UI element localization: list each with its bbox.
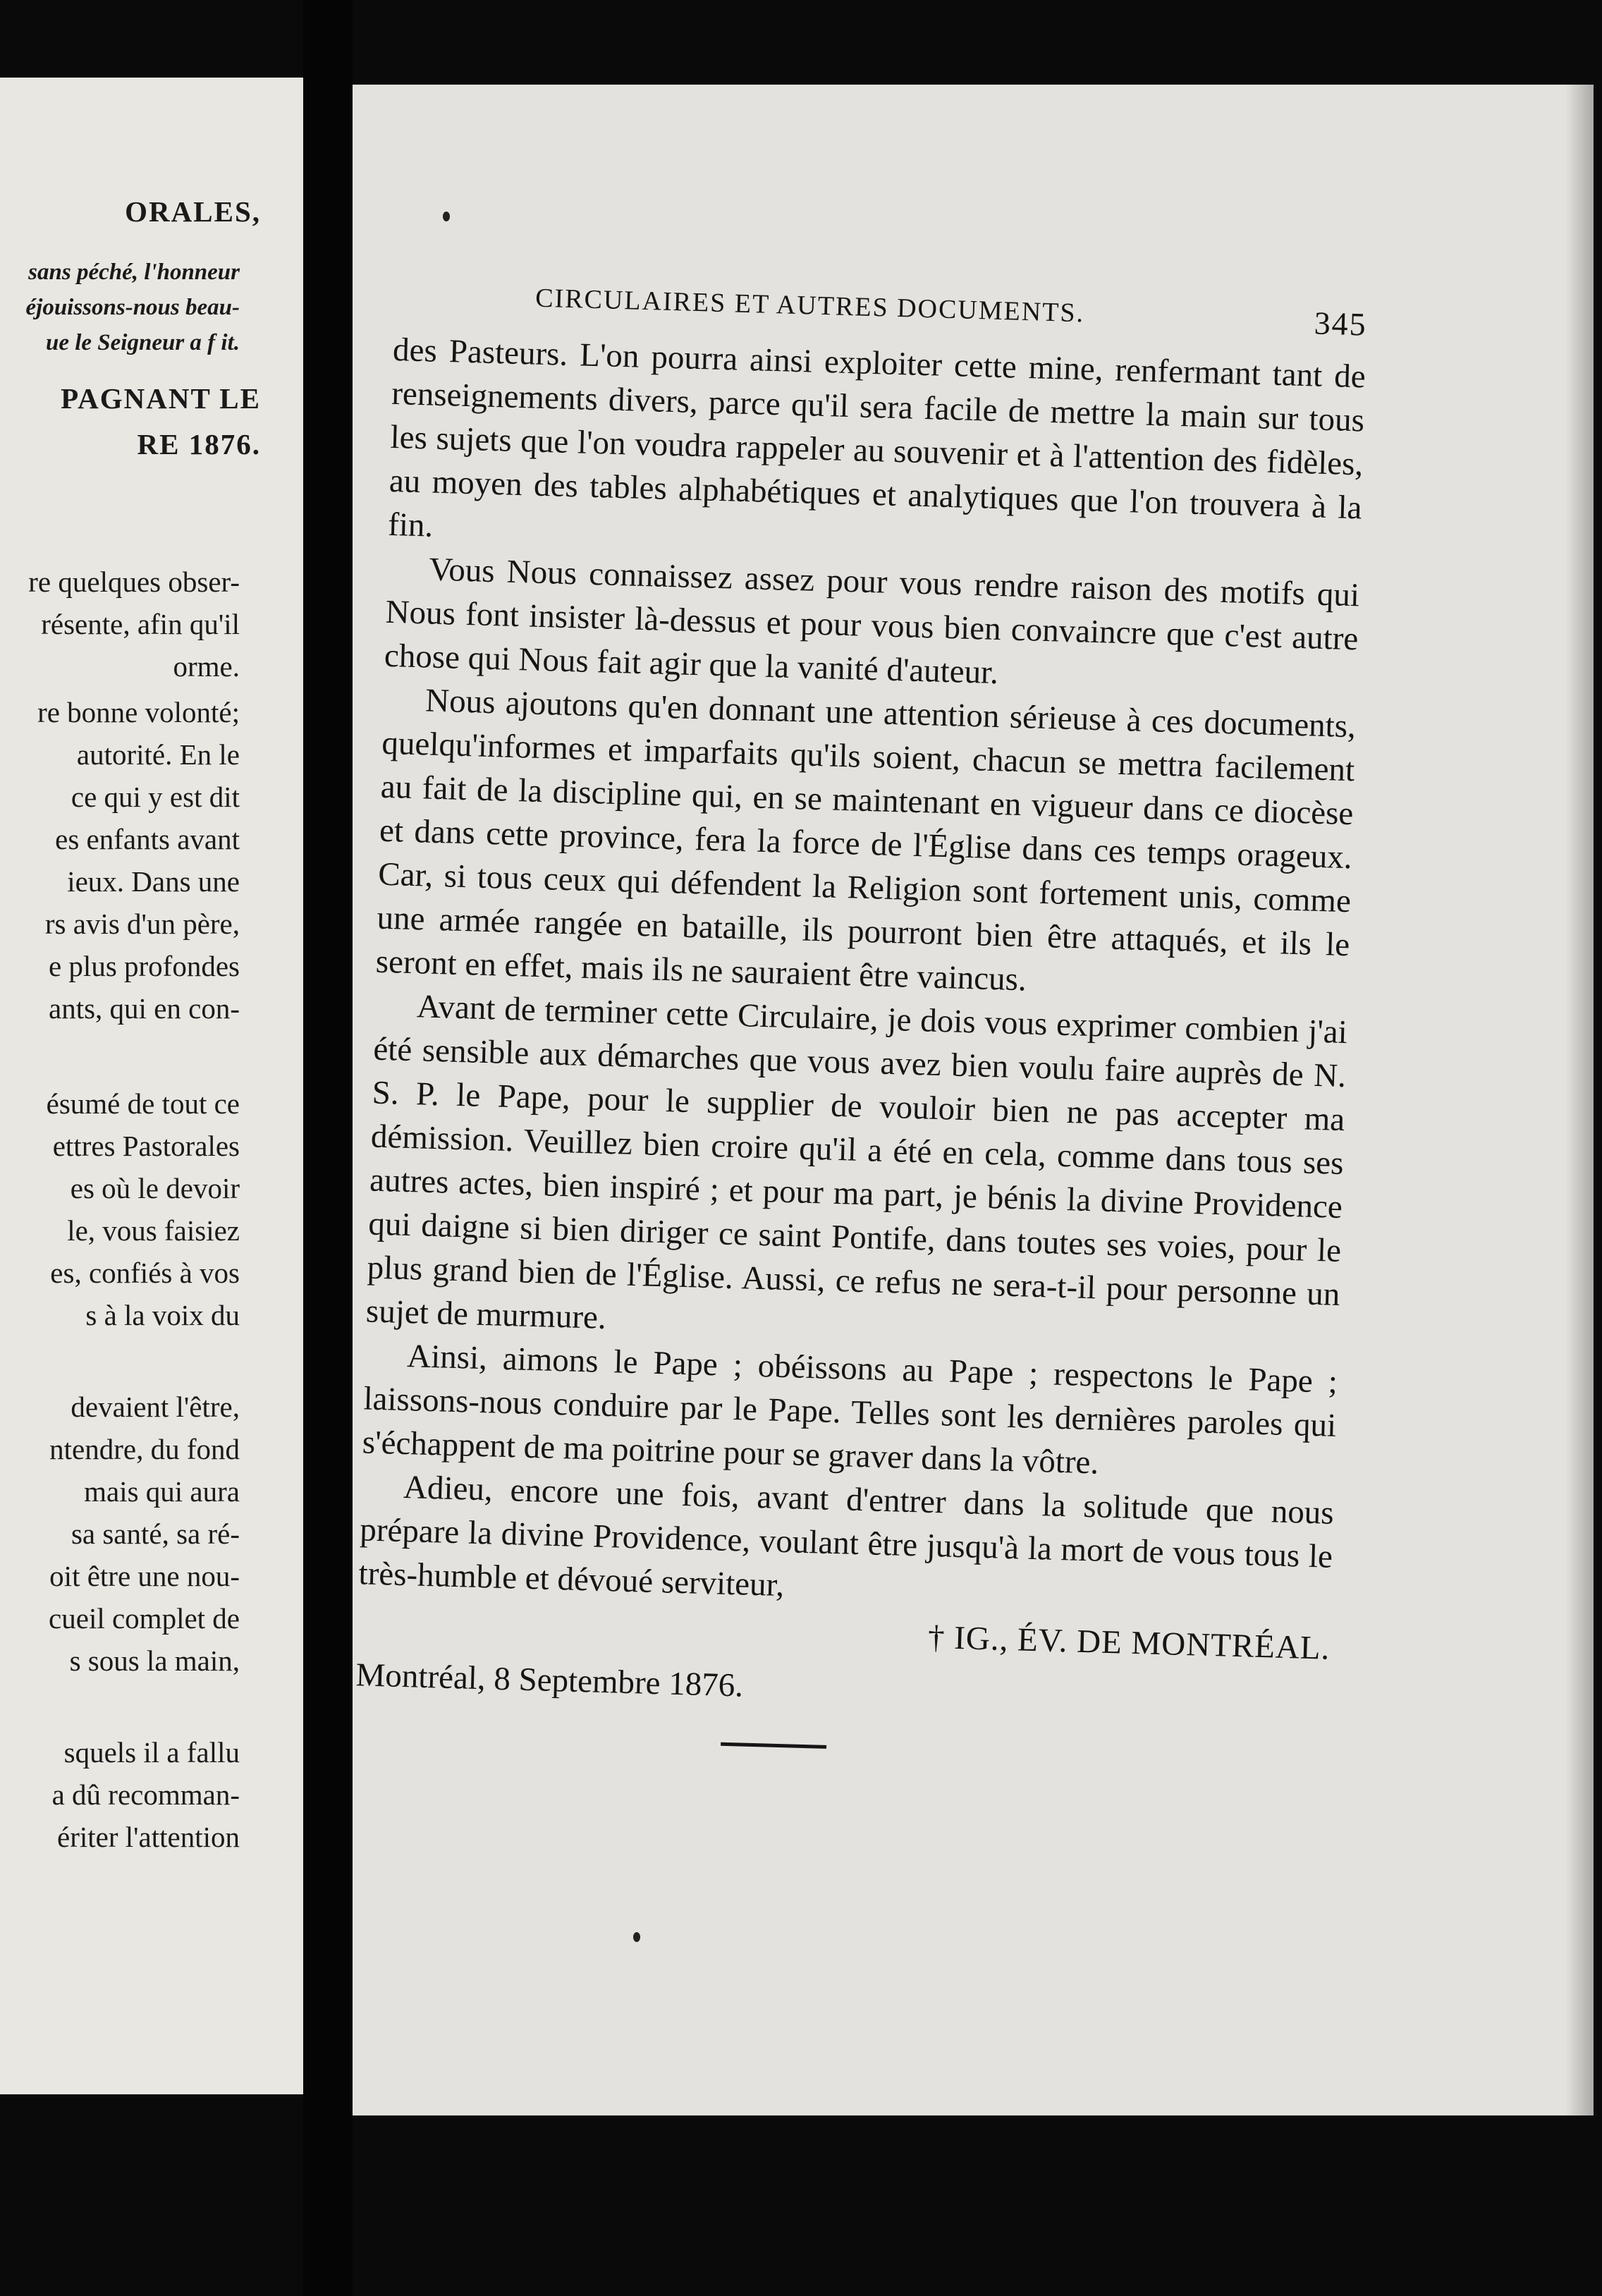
running-head-title: CIRCULAIRES ET AUTRES DOCUMENTS. [534,283,1085,329]
signature: † IG., ÉV. DE MONTRÉAL. [927,1618,1331,1667]
page-number: 345 [1314,305,1368,343]
facing-page-line: sa santé, sa ré- [71,1518,240,1550]
facing-page-line: orme. [173,650,240,683]
facing-page-line: es enfants avant [55,823,240,855]
facing-page-left [0,78,303,2094]
facing-page-line: ettres Pastorales [52,1130,240,1162]
body-text [358,328,1366,1623]
facing-page-line: cueil complet de [49,1602,240,1635]
facing-page-line: résente, afin qu'il [41,608,240,640]
facing-page-line: ieux. Dans une [67,865,240,898]
paragraph: Ainsi, aimons le Pape ; obéissons au Pape ; respectons le Pape ; laissons-nous conduire par le Pape. Telles sont les dernières paroles qui s'échappent de ma poitrine pour se graver dans la vôtre. [362,1338,1338,1482]
facing-page-line: a dû recomman- [51,1778,240,1811]
paragraph: Avant de terminer cette Circulaire, je dois vous exprimer combien j'ai été sensible aux démarches que vous avez bien voulu faire auprès de N. S. P. le Pape, pour le supplier de vouloir bien ne pas accepter ma démission. Veuillez bien croire qu'il a été en cela, comme dans tous ses autres actes, bien inspiré ; et pour ma part, je bénis la divine Providence qui daigne si bien diriger ce saint Pontife, dans toutes ses voies, pour le plus grand bien de l'Église. Aussi, ce refus ne sera-t-il pour personne un sujet de murmure. [365,988,1348,1336]
facing-page-line: le, vous faisiez [67,1214,240,1247]
facing-page-line: ants, qui en con- [49,992,240,1025]
facing-page-line: re bonne volonté; [37,696,240,728]
facing-page-line: ntendre, du fond [49,1433,240,1465]
paragraph: des Pasteurs. L'on pourra ainsi exploiter cette mine, renfermant tant de renseignements divers, parce qu'il sera facile de mettre la main sur tous les sujets que l'on voudra rappeler au souvenir et à l'attention des fidèles, au moyen des tables alphabétiques et analytiques que l'on trouvera à la fin. [387,331,1366,544]
facing-page-line: s à la voix du [85,1299,240,1331]
facing-page-line: ériter l'attention [57,1821,240,1853]
ink-speck [443,212,450,221]
facing-page-line: ésumé de tout ce [46,1087,240,1120]
facing-page-line: mais qui aura [84,1475,240,1508]
facing-page-line: rs avis d'un père, [44,908,240,940]
facing-page-line: ORALES, [125,195,261,228]
facing-page-line: PAGNANT LE [61,382,261,415]
facing-page-line: e plus profondes [48,950,240,982]
facing-page-line: es, confiés à vos [50,1257,240,1289]
facing-page-line: ue le Seigneur a f it. [45,330,240,355]
facing-page-line: squels il a fallu [63,1736,240,1769]
paragraph: Adieu, encore une fois, avant d'entrer dans la solitude que nous prépare la divine Providence, voulant être jusqu'à la mort de vous tous le très-humble et dévoué serviteur, [357,1469,1335,1604]
facing-page-line: ce qui y est dit [71,781,240,813]
facing-page-line: devaient l'être, [71,1391,240,1423]
facing-page-line: s sous la main, [69,1644,240,1677]
facing-page-line: sans péché, l'honneur [28,259,240,285]
facing-page-line: es où le devoir [70,1172,240,1204]
book-gutter [303,0,353,2296]
dateline: Montréal, 8 Septembre 1876. [355,1656,744,1704]
facing-page-line: éjouissons-nous beau- [25,295,240,320]
facing-page-line: RE 1876. [137,428,261,460]
facing-page-line: re quelques obser- [28,566,240,598]
facing-page-line: oit être une nou- [49,1560,240,1592]
page-content [354,279,1367,1763]
paragraph: Nous ajoutons qu'en donnant une attention sérieuse à ces documents, quelqu'informes et imparfaits qu'ils soient, chacun se mettra facilement au fait de la discipline qui, en se maintenant en vigueur dans ce diocèse et dans cette province, fera la force de l'Église dans ces temps orageux. Car, si tous ceux qui défendent la Religion sont fortement unis, comme une armée rangée en bataille, ils pourront bien être attaqués, et ils le seront en effet, mais ils ne sauraient être vaincus. [375,682,1357,999]
ink-speck [633,1932,640,1942]
facing-page-line: autorité. En le [76,738,240,771]
page-edge-shadow [1565,85,1594,2115]
paragraph: Vous Nous connaissez assez pour vous rendre raison des motifs qui Nous font insister là-dessus et pour vous bien convaincre que c'est autre chose qui Nous fait agir que la vanité d'auteur. [384,551,1360,692]
